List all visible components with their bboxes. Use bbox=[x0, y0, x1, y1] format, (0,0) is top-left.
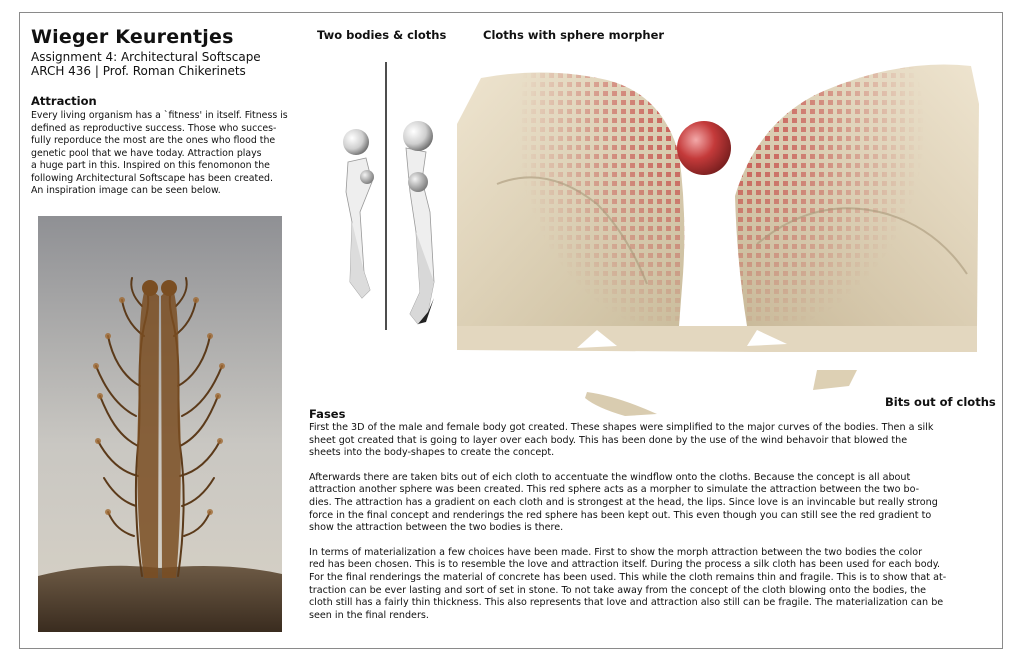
cloth-bits-figure bbox=[457, 326, 987, 418]
author-name: Wieger Keurentjes bbox=[31, 26, 234, 48]
inspiration-image bbox=[38, 216, 282, 632]
assignment-title: Assignment 4: Architectural Softscape bbox=[31, 50, 261, 64]
fases-paragraph-1: First the 3D of the male and female body got created. These shapes were simplified to the major curves of the bodies. Then a silk sheet got created that is going to layer over each body. This has been done by the use of the wind behavoir that blowed the sheets into the body-shapes to create the concept. bbox=[309, 422, 934, 459]
fases-heading: Fases bbox=[309, 407, 346, 421]
figure-title-two-bodies: Two bodies & cloths bbox=[317, 28, 447, 42]
fases-paragraph-2: Afterwards there are taken bits out of eich cloth to accentuate the windflow onto the cloths. Because the concept is all about attraction another sphere was been created. This red sphere acts as a morpher to simulate the attraction between the two bo- dies. The attraction has a gradient on each cloth and is strongest at the head, the lips. Since love is an invincable but really strong force in the final concept and renderings the red sphere has been kept out. This even though you can still see the red gradient to show the attraction between the two bodies is there. bbox=[309, 471, 938, 534]
two-bodies-figure bbox=[330, 62, 460, 330]
fases-paragraph-3: In terms of materialization a few choices have been made. First to show the morph attraction between the two bodies the color red has been chosen. This is to resemble the love and attraction itself. During the process a silk cloth has been used for each body. For the final renderings the material of concrete has been used. This while the cloth remains thin and fragile. This is to show that at- traction can be ever lasting and sort of set in stone. To not take away from the concept of the cloth blowing onto the bodies, the cloth still has a fairly thin thickness. This also represents that love and attraction also still can be fragile. The materialization can be seen in the final renders. bbox=[309, 546, 947, 621]
figure-title-sphere-morpher: Cloths with sphere morpher bbox=[483, 28, 665, 42]
course-info: ARCH 436 | Prof. Roman Chikerinets bbox=[31, 64, 246, 78]
attraction-heading: Attraction bbox=[31, 94, 97, 108]
attraction-text: Every living organism has a `fitness' in itself. Fitness is defined as reproductive success. Those who succes- fully reporduce the most are the ones who flood the genetic pool that we have today. Attraction plays a huge part in this. Inspired on this fenomonon the following Architectural Softscape has been created. An inspiration image can be seen below. bbox=[31, 110, 288, 196]
fases-text bbox=[309, 422, 989, 622]
figure-title-bits: Bits out of cloths bbox=[885, 395, 996, 409]
cloth-morpher-figure bbox=[457, 44, 987, 334]
